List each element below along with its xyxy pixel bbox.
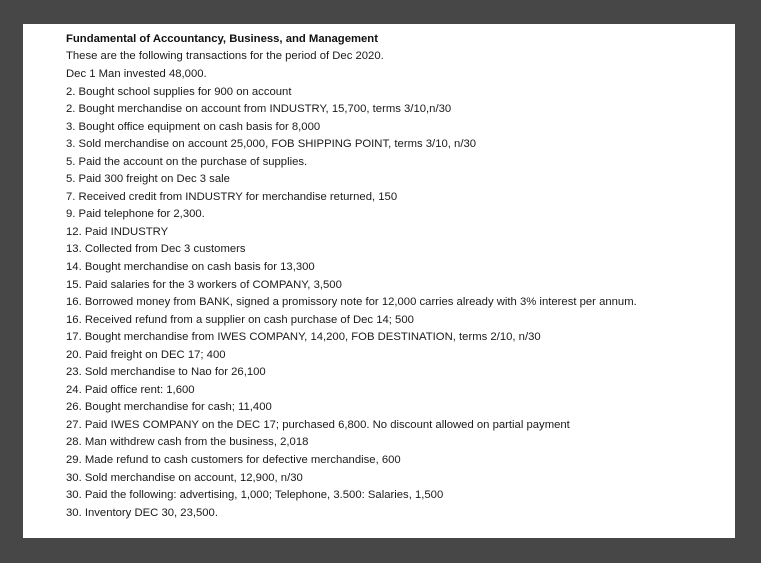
transaction-line: 2. Bought school supplies for 900 on account: [66, 85, 292, 98]
transaction-line: 27. Paid IWES COMPANY on the DEC 17; purchased 6,800. No discount allowed on partial payment: [66, 418, 570, 431]
transaction-line: 3. Sold merchandise on account 25,000, FOB SHIPPING POINT, terms 3/10, n/30: [66, 138, 477, 151]
transaction-line: 30. Inventory DEC 30, 23,500.: [66, 506, 218, 519]
transaction-line: 20. Paid freight on DEC 17; 400: [66, 348, 226, 361]
transaction-line: 17. Bought merchandise from IWES COMPANY, 14,200, FOB DESTINATION, terms 2/10, n/30: [66, 331, 541, 344]
transaction-line: 16. Borrowed money from BANK, signed a promissory note for 12,000 carries already with 3% interest per annum.: [66, 296, 637, 309]
transaction-line: 23. Sold merchandise to Nao for 26,100: [66, 366, 266, 379]
document-page: [23, 24, 735, 538]
transaction-line: 14. Bought merchandise on cash basis for 13,300: [66, 260, 315, 273]
transaction-line: 28. Man withdrew cash from the business, 2,018: [66, 436, 309, 449]
transaction-list: [66, 66, 735, 522]
transaction-line: 5. Paid the account on the purchase of supplies.: [66, 155, 308, 168]
transaction-line: 13. Collected from Dec 3 customers: [66, 243, 246, 256]
transaction-line: 16. Received refund from a supplier on cash purchase of Dec 14; 500: [66, 313, 414, 326]
document-title: Fundamental of Accountancy, Business, and Management: [66, 33, 378, 45]
transaction-line: 30. Sold merchandise on account, 12,900, n/30: [66, 471, 303, 484]
transaction-line: 3. Bought office equipment on cash basis for 8,000: [66, 120, 321, 133]
transaction-line: 9. Paid telephone for 2,300.: [66, 208, 205, 221]
document-intro: These are the following transactions for the period of Dec 2020.: [66, 50, 384, 63]
transaction-line: 24. Paid office rent: 1,600: [66, 383, 195, 396]
transaction-line: 30. Paid the following: advertising, 1,000; Telephone, 3.500: Salaries, 1,500: [66, 489, 444, 502]
transaction-line: Dec 1 Man invested 48,000.: [66, 67, 207, 80]
transaction-line: 29. Made refund to cash customers for defective merchandise, 600: [66, 453, 401, 466]
transaction-line: 26. Bought merchandise for cash; 11,400: [66, 401, 272, 414]
transaction-line: 15. Paid salaries for the 3 workers of COMPANY, 3,500: [66, 278, 342, 291]
transaction-line: 2. Bought merchandise on account from INDUSTRY, 15,700, terms 3/10,n/30: [66, 103, 452, 116]
transaction-line: 12. Paid INDUSTRY: [66, 225, 169, 238]
transaction-line: 5. Paid 300 freight on Dec 3 sale: [66, 173, 230, 186]
transaction-line: 7. Received credit from INDUSTRY for merchandise returned, 150: [66, 190, 398, 203]
